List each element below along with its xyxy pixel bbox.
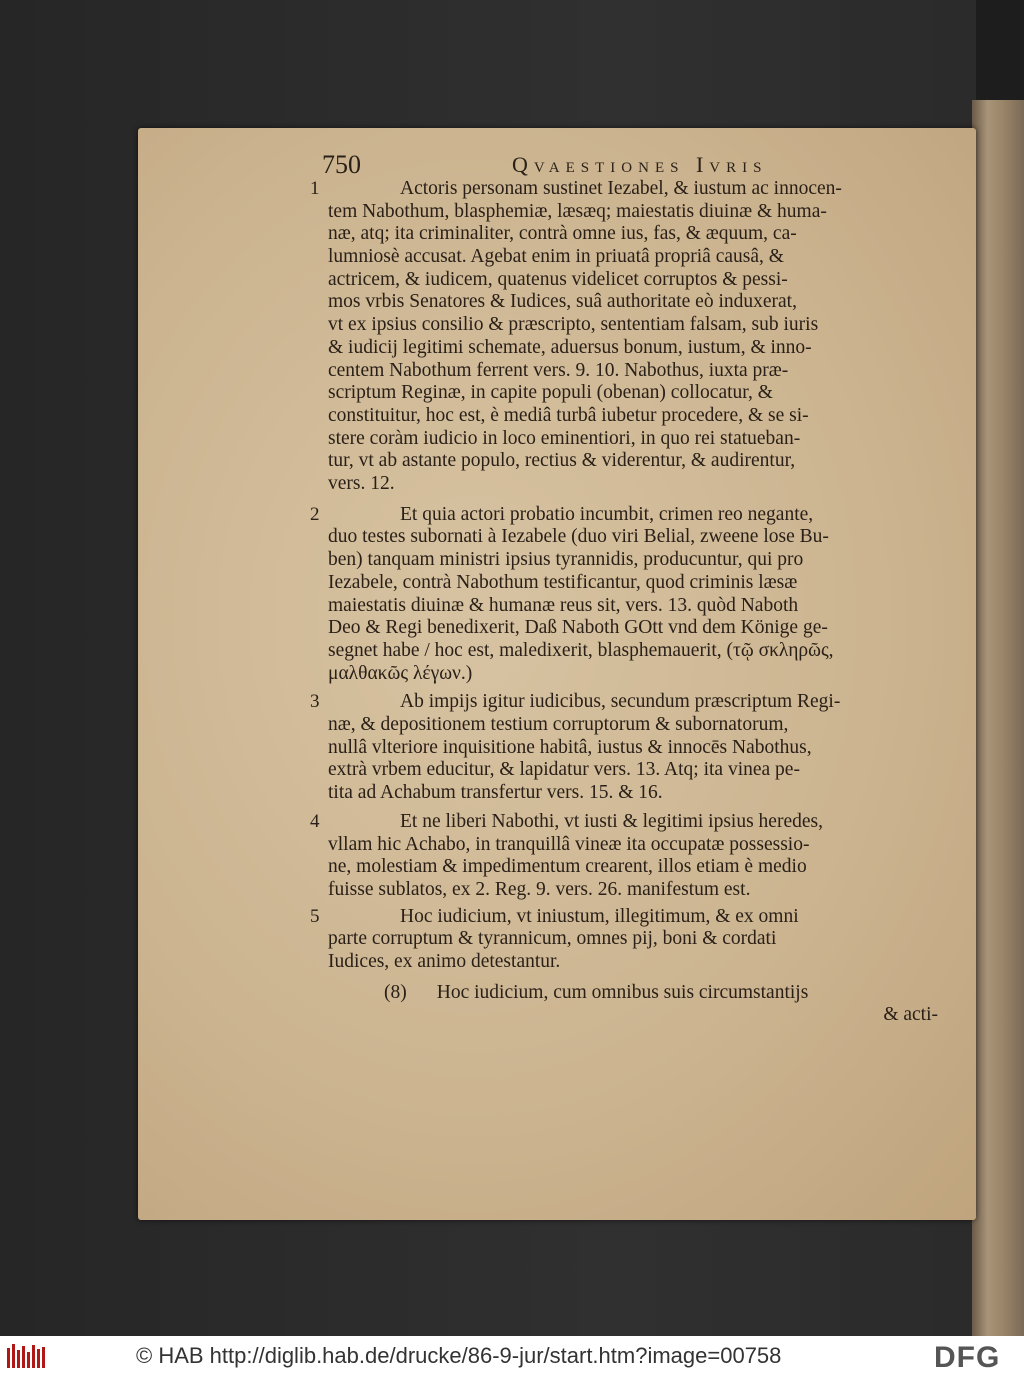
text-line: maiestatis diuinæ & humanæ reus sit, vers. 13. quòd Naboth xyxy=(328,594,799,616)
text-line: extrà vrbem educitur, & lapidatur vers. 13. Atq; ita vinea pe- xyxy=(328,759,800,781)
color-ruler xyxy=(976,0,1024,100)
text-line: Actoris personam sustinet Iezabel, & iustum ac innocen- xyxy=(400,178,842,199)
text-line: actricem, & iudicem, quatenus videlicet corruptos & pessi- xyxy=(328,268,788,290)
text-line: lumniosè accusat. Agebat enim in priuatâ propriâ causâ, & xyxy=(328,246,784,268)
text-line: scriptum Reginæ, in capite populi (obenan) collocatur, & xyxy=(328,382,773,404)
text-line: duo testes subornati à Iezabele (duo viri Belial, zweene lose Bu- xyxy=(328,526,829,548)
text-line: Ab impijs igitur iudicibus, secundum præscriptum Regi- xyxy=(400,691,841,713)
text-line: mos vrbis Senatores & Iudices, suâ authoritate eò induxerat, xyxy=(328,291,797,313)
hab-logo-icon xyxy=(6,1342,48,1370)
paragraph xyxy=(310,810,954,902)
text-line: parte corruptum & tyrannicum, omnes pij, boni & cordati xyxy=(328,928,777,950)
paragraph-number: 5 xyxy=(310,905,320,927)
paragraph xyxy=(310,691,954,804)
text-line: Iezabele, contrà Nabothum testificantur, quod criminis læsæ xyxy=(328,571,798,593)
note-paragraph xyxy=(318,982,954,1027)
paragraph xyxy=(310,503,954,686)
text-line: vllam hic Achabo, in tranquillâ vineæ ita occupatæ possessio- xyxy=(328,833,810,855)
paragraph-number: 2 xyxy=(310,503,320,525)
text-line: constituitur, hoc est, è mediâ turbâ iubetur procedere, & se si- xyxy=(328,404,809,426)
text-line: Iudices, ex animo detestantur. xyxy=(328,951,561,973)
paragraph-number: 1 xyxy=(310,178,320,199)
footer-bar xyxy=(0,1336,1024,1377)
text-line: vt ex ipsius consilio & præscripto, sententiam falsam, sub iuris xyxy=(328,314,819,336)
text-line: centem Nabothum ferrent vers. 9. 10. Nabothus, iuxta præ- xyxy=(328,359,789,381)
text-line: Et ne liberi Nabothi, vt iusti & legitimi ipsius heredes, xyxy=(400,810,823,832)
book-spine xyxy=(972,100,1024,1336)
paragraph xyxy=(310,178,954,496)
text-line: tem Nabothum, blasphemiæ, læsæq; maiestatis diuinæ & huma- xyxy=(328,200,827,222)
note-text: Hoc iudicium, cum omnibus suis circumstantijs xyxy=(436,981,809,1003)
text-line: nullâ vlteriore inquisitione habitâ, iustus & innocēs Nabothus, xyxy=(328,736,812,758)
text-line: segnet habe / hoc est, maledixerit, blasphemauerit, (τῷ σκληρῶς, xyxy=(328,639,834,661)
dfg-logo: DFG xyxy=(934,1341,1001,1374)
text-line: ben) tanquam ministri ipsius tyrannidis, producuntur, qui pro xyxy=(328,549,804,571)
text-line: tur, vt ab astante populo, rectius & viderentur, & audirentur, xyxy=(328,450,796,472)
text-line: & iudicij legitimi schemate, aduersus bonum, iustum, & inno- xyxy=(328,336,812,358)
paragraph xyxy=(310,905,954,974)
note-line xyxy=(318,982,954,1005)
paragraph-number: 3 xyxy=(310,691,320,713)
catchword: & acti- xyxy=(883,1004,938,1026)
text-line: fuisse sublatos, ex 2. Reg. 9. vers. 26. manifestum est. xyxy=(328,878,751,900)
text-line: ne, molestiam & impedimentum crearent, illos etiam è medio xyxy=(328,856,807,878)
paragraph-number: 4 xyxy=(310,810,320,832)
running-title: Qvaestiones Ivris xyxy=(512,152,768,177)
text-line: vers. 12. xyxy=(328,472,395,494)
text-line: Et quia actori probatio incumbit, crimen reo negante, xyxy=(400,503,814,525)
text-line: stere coràm iudicio in loco eminentiori, in quo rei statueban- xyxy=(328,427,801,449)
text-line: Hoc iudicium, vt iniustum, illegitimum, & ex omni xyxy=(400,905,799,927)
page-number: 750 xyxy=(322,150,361,179)
text-line: næ, & depositionem testium corruptorum & subornatorum, xyxy=(328,714,789,736)
text-line: Deo & Regi benedixerit, Daß Naboth GOtt vnd dem Könige ge- xyxy=(328,617,828,639)
text-line: μαλθακῶς λέγων.) xyxy=(328,662,473,684)
footer-citation: © HAB http://diglib.hab.de/drucke/86-9-jur/start.htm?image=00758 xyxy=(136,1343,782,1368)
text-line: tita ad Achabum transfertur vers. 15. & 16. xyxy=(328,782,663,804)
note-marker: (8) xyxy=(384,981,407,1003)
text-line: næ, atq; ita criminaliter, contrà omne ius, fas, & æquum, ca- xyxy=(328,223,797,245)
